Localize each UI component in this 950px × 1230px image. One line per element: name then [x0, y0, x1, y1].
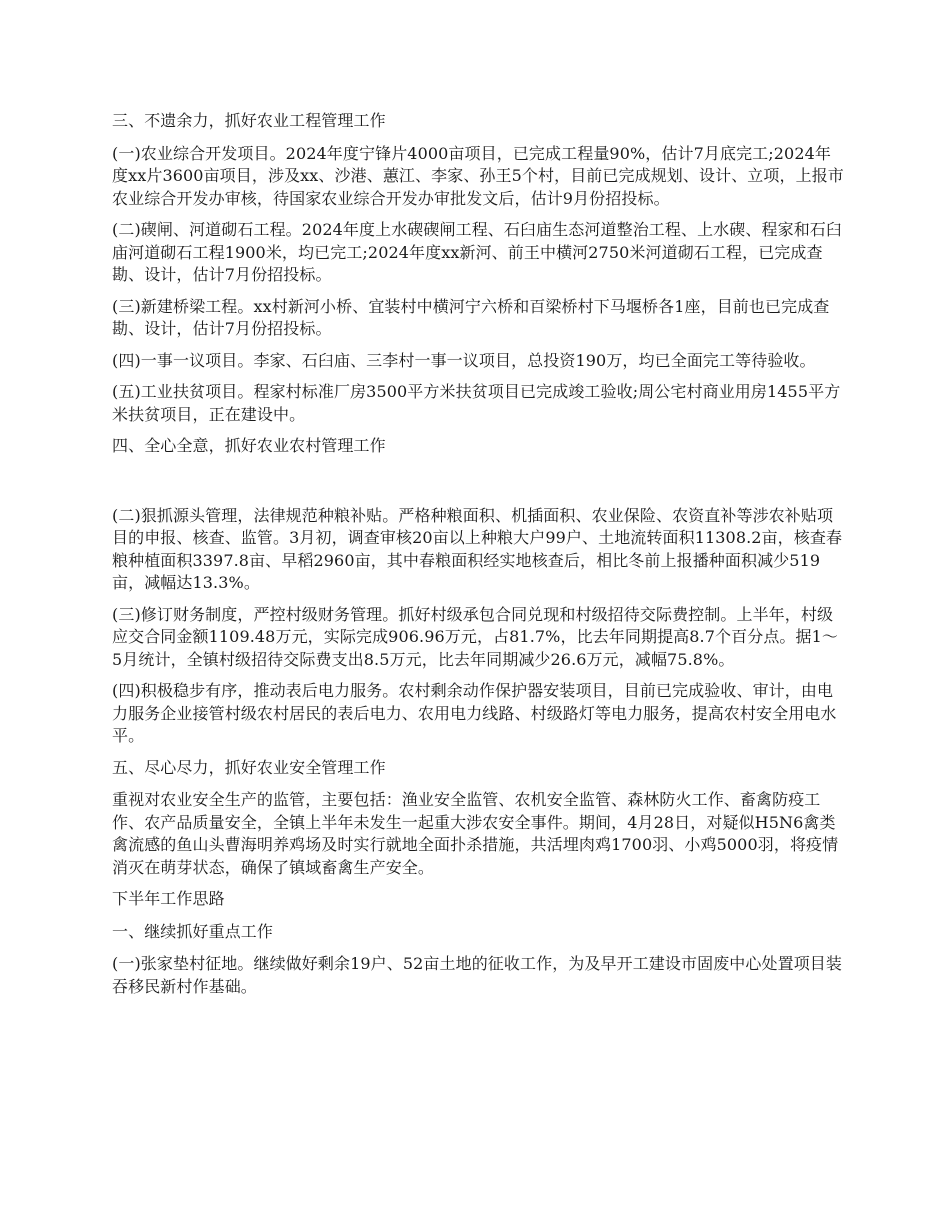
section-heading-5: 五、尽心尽力，抓好农业安全管理工作	[112, 757, 386, 777]
paragraph-power-service: (四)积极稳步有序，推动表后电力服务。农村剩余动作保护器安装项目，目前已完成验收、审计，由电力服务企业接管村级农村居民的表后电力、农用电力线路、村级路灯等电力服务，提高农村安全用电水平。	[112, 681, 837, 745]
paragraph-land-acquisition: (一)张家垫村征地。继续做好剩余19户、52亩土地的征收工作，为及早开工建设市固废中心处置项目装吞移民新村作基础。	[112, 954, 843, 996]
section-heading-next-1: 一、继续抓好重点工作	[112, 921, 274, 941]
paragraph-bridge-project: (三)新建桥梁工程。xx村新河小桥、宜装村中横河宁六桥和百梁桥村下马堰桥各1座，目前也已完成查勘、设计，估计7月份招投标。	[112, 296, 830, 338]
section-heading-3: 三、不遗余力，抓好农业工程管理工作	[112, 111, 386, 130]
paragraph-industrial-poverty: (五)工业扶贫项目。程家村标准厂房3500平方米扶贫项目已完成竣工验收;周公宅村商业用房1455平方米扶贫项目，正在建设中。	[112, 382, 841, 424]
paragraph-village-finance: (三)修订财务制度，严控村级财务管理。抓好村级承包合同兑现和村级招待交际费控制。上半年，村级应交合同金额1109.48万元，实际完成906.96万元，占81.7%，比去年同期提高8.7个百分点。据1～5月统计，全镇村级招待交际费支出8.5万元，比去年同期减少26.6万元，减幅75.8%。	[112, 604, 839, 669]
heading-next-half-year: 下半年工作思路	[112, 889, 225, 908]
paragraph-agri-safety: 重视对农业安全生产的监管，主要包括：渔业安全监管、农机安全监管、森林防火工作、畜禽防疫工作、农产品质量安全，全镇上半年未发生一起重大涉农安全事件。期间，4月28日，对疑似H5N6禽类禽流感的鱼山头曹海明养鸡场及时实行就地全面扑杀措施，共活埋肉鸡1700羽、小鸡5000羽，将疫情消灭在萌芽状态，确保了镇域畜禽生产安全。	[112, 790, 839, 877]
paragraph-grain-subsidy: (二)狠抓源头管理，法律规范种粮补贴。严格种粮面积、机插面积、农业保险、农资直补等涉农补贴项目的申报、核查、监管。3月初，调查审核20亩以上种粮大户99户、土地流转面积11308.2亩，核查春粮种植面积3397.8亩、早稻2960亩，其中春粮面积经实地核查后，相比冬前上报播种面积减少519亩，减幅达13.3%。	[112, 505, 843, 592]
section-heading-4: 四、全心全意，抓好农业农村管理工作	[112, 436, 386, 455]
blank-gap	[112, 468, 844, 505]
paragraph-agri-development: (一)农业综合开发项目。2024年度宁锋片4000亩项目，已完成工程量90%，估计7月底完工;2024年度xx片3600亩项目，涉及xx、沙港、蕙江、李家、孙王5个村，目前已完成规划、设计、立项，上报市农业综合开发办审核，待国家农业综合开发办审批发文后，估计9月份招投标。	[112, 143, 844, 208]
paragraph-one-matter-one-discussion: (四)一事一议项目。李家、石臼庙、三李村一事一议项目，总投资190万，均已全面完工等待验收。	[112, 350, 816, 370]
document-page	[112, 110, 844, 1007]
paragraph-sluice-masonry: (二)碶闸、河道砌石工程。2024年度上水碶碶闸工程、石臼庙生态河道整治工程、上水碶、程家和石臼庙河道砌石工程1900米，均已完工;2024年度xx新河、前王中横河2750米河道砌石工程，已完成查勘、设计，估计7月份招投标。	[112, 220, 843, 284]
